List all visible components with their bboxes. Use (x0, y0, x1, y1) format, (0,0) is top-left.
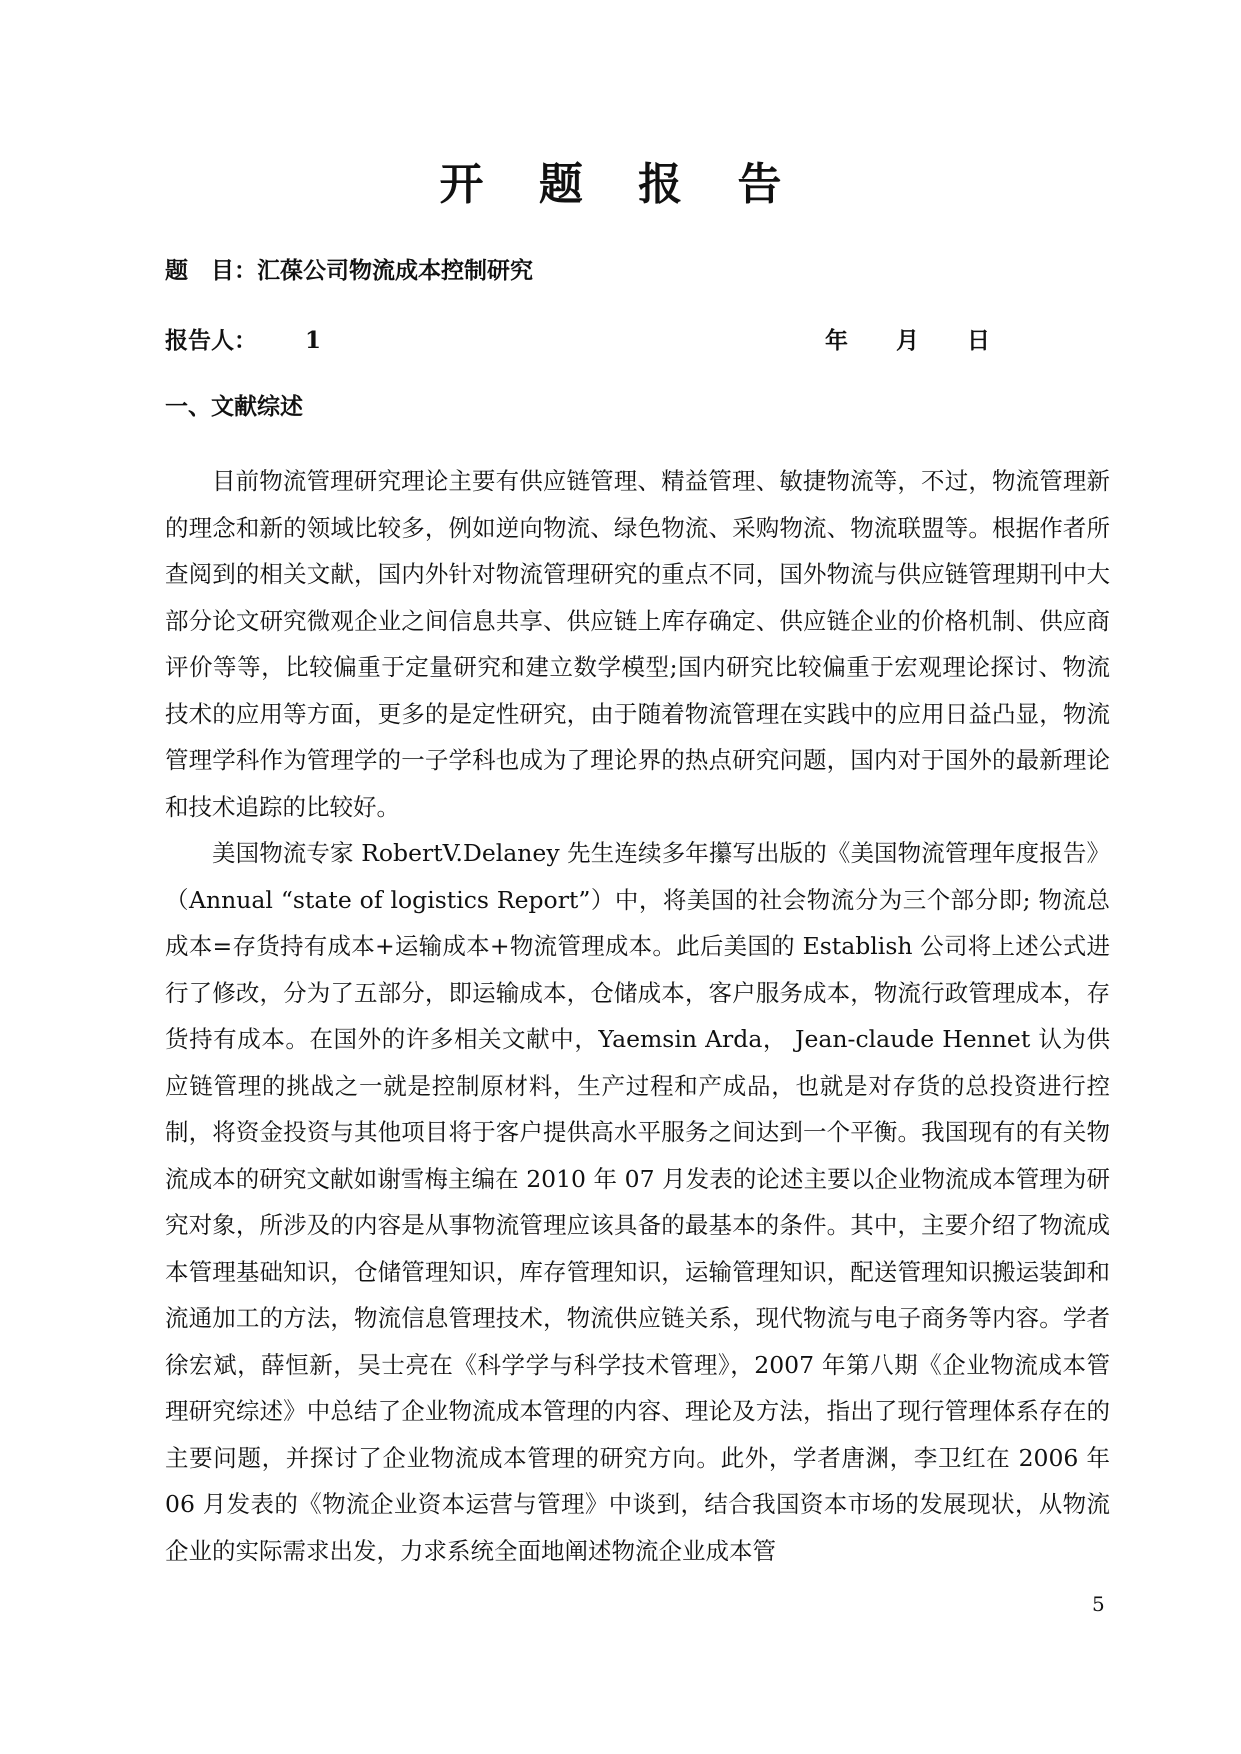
date-year: 年 (825, 327, 848, 354)
section-heading: 一、文献综述 (165, 393, 303, 420)
paragraph: 美国物流专家 RobertV.Delaney 先生连续多年攥写出版的《美国物流管理年度报告》（Annual “state of logistics Report”）中，将美国的社会物流分为三个部分即; 物流总成本=存货持有成本+运输成本+物流管理成本。此后美国的 Establish 公司将上述公式进行了修改，分为了五部分，即运输成本，仓储成本，客户服务成本，物流行政管理成本，存货持有成本。在国外的许多相关文献中，Yaemsin Arda， Jean-claude Hennet 认为供应链管理的挑战之一就是控制原材料，生产过程和产成品，也就是对存货的总投资进行控制，将资金投资与其他项目将于客户提供高水平服务之间达到一个平衡。我国现有的有关物流成本的研究文献如谢雪梅主编在 2010 年 07 月发表的论述主要以企业物流成本管理为研究对象，所涉及的内容是从事物流管理应该具备的最基本的条件。其中，主要介绍了物流成本管理基础知识，仓储管理知识，库存管理知识，运输管理知识，配送管理知识搬运装卸和流通加工的方法，物流信息管理技术，物流供应链关系，现代物流与电子商务等内容。学者徐宏斌，薛恒新，吴士亮在《科学学与科学技术管理》，2007 年第八期《企业物流成本管理研究综述》中总结了企业物流成本管理的内容、理论及方法，指出了现行管理体系存在的主要问题，并探讨了企业物流成本管理的研究方向。此外，学者唐渊，李卫红在 2006 年 06 月发表的《物流企业资本运营与管理》中谈到，结合我国资本市场的发展现状，从物流企业的实际需求出发，力求系统全面地阐述物流企业成本管 (165, 839, 1110, 1565)
date-day: 日 (967, 327, 991, 354)
date-month: 月 (896, 327, 920, 354)
reporter-line (165, 322, 321, 355)
reporter-value: 1 (305, 327, 322, 354)
topic-value: 汇葆公司物流成本控制研究 (257, 257, 533, 284)
document-title: 开 题 报 告 (439, 159, 802, 210)
reporter-label: 报告人： (165, 327, 257, 354)
topic-label: 题 目： (165, 257, 257, 284)
report-date (825, 322, 1030, 355)
body-text (165, 458, 1110, 1574)
topic-line (165, 252, 533, 285)
paragraph: 目前物流管理研究理论主要有供应链管理、精益管理、敏捷物流等，不过，物流管理新的理念和新的领域比较多，例如逆向物流、绿色物流、采购物流、物流联盟等。根据作者所查阅到的相关文献，国内外针对物流管理研究的重点不同，国外物流与供应链管理期刊中大部分论文研究微观企业之间信息共享、供应链上库存确定、供应链企业的价格机制、供应商评价等等，比较偏重于定量研究和建立数学模型;国内研究比较偏重于宏观理论探讨、物流技术的应用等方面，更多的是定性研究，由于随着物流管理在实践中的应用日益凸显，物流管理学科作为管理学的一子学科也成为了理论界的热点研究问题，国内对于国外的最新理论和技术追踪的比较好。 (165, 467, 1110, 821)
page-number: 5 (1092, 1592, 1105, 1616)
